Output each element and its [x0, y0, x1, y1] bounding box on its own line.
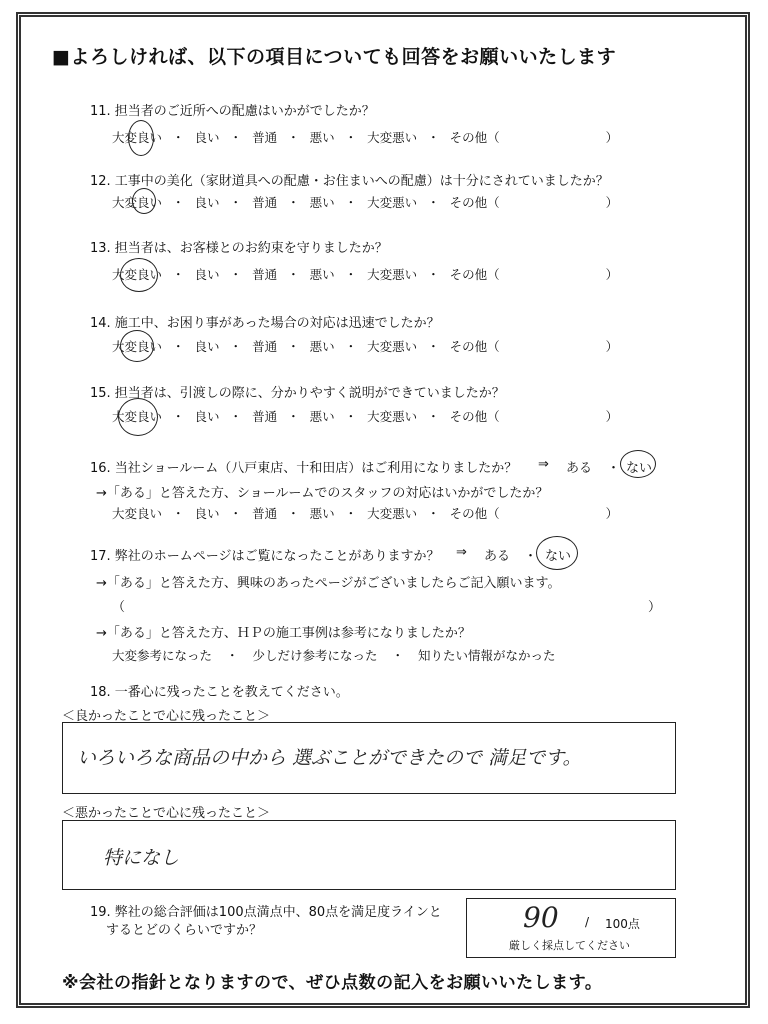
- q16-followup: →「ある」と答えた方、ショールームでのスタッフの対応はいかがでしたか？: [96, 486, 549, 501]
- q15-opt-average[interactable]: 普通: [252, 409, 278, 424]
- q11-opt-very-bad[interactable]: 大変悪い: [367, 130, 418, 145]
- q14-sep-4: ・: [344, 339, 358, 354]
- q16-arrow: ⇒: [538, 457, 549, 472]
- q17-followup-2: →「ある」と答えた方、ＨＰの施工事例は参考になりましたか？: [96, 626, 471, 641]
- q14-opt-average[interactable]: 普通: [252, 339, 278, 354]
- q19-score-value: 90: [523, 901, 559, 934]
- q14-opt-very-good[interactable]: 大変良い: [112, 339, 163, 354]
- q15-sep-4: ・: [344, 409, 358, 424]
- q18-good-answer-box[interactable]: [62, 722, 676, 794]
- q18-bad-answer-box[interactable]: [62, 820, 676, 890]
- q13-sep-1: ・: [172, 267, 185, 282]
- q15-sep-3: ・: [287, 409, 300, 424]
- footer-note: ※会社の指針となりますので、ぜひ点数の記入をお願いいたします。: [62, 973, 603, 993]
- q12-opt-very-good[interactable]: 大変良い: [112, 195, 163, 210]
- q11-opt-bad[interactable]: 悪い: [309, 130, 335, 145]
- q12-opt-bad[interactable]: 悪い: [309, 195, 335, 210]
- q17-paren-close: ）: [648, 600, 662, 615]
- question-11: 11. 担当者のご近所への配慮はいかがでしたか？: [90, 104, 375, 119]
- q17-opt-very-helpful[interactable]: 大変参考になった: [112, 648, 213, 663]
- q17-followup-options[interactable]: [112, 646, 566, 664]
- q11-answer-circle: [128, 120, 154, 156]
- q15-options[interactable]: [112, 407, 628, 425]
- q14-sep-1: ・: [172, 339, 185, 354]
- q12-sep-2: ・: [229, 195, 243, 210]
- q13-opt-very-bad[interactable]: 大変悪い: [367, 267, 418, 282]
- q13-opt-other-open[interactable]: その他（: [449, 267, 500, 282]
- q17-answer-circle: [536, 536, 578, 570]
- q13-sep-4: ・: [344, 267, 358, 282]
- q14-opt-other-close: ）: [605, 339, 619, 354]
- q19-slash: /: [585, 915, 590, 929]
- q15-answer-circle: [118, 398, 158, 436]
- q14-options[interactable]: [112, 337, 628, 355]
- q12-options[interactable]: [112, 193, 628, 211]
- q14-opt-good[interactable]: 良い: [194, 339, 220, 354]
- q11-opt-other-open[interactable]: その他（: [449, 130, 500, 145]
- q14-answer-circle: [120, 330, 154, 362]
- q16-followup-options[interactable]: [112, 504, 628, 522]
- q15-opt-very-bad[interactable]: 大変悪い: [367, 409, 418, 424]
- question-17: 17. 弊社のホームページはご覧になったことがありますか？: [90, 549, 440, 564]
- q14-sep-2: ・: [229, 339, 243, 354]
- q13-answer-circle: [120, 258, 158, 292]
- q16-followup-sep-4: ・: [344, 506, 358, 521]
- question-18: 18. 一番心に残ったことを教えてください。: [90, 685, 349, 700]
- q13-sep-5: ・: [427, 267, 440, 282]
- q13-opt-average[interactable]: 普通: [252, 267, 278, 282]
- q12-answer-circle: [132, 188, 156, 214]
- q11-sep-4: ・: [344, 130, 358, 145]
- q11-options[interactable]: [112, 128, 628, 146]
- q16-followup-opt-other-open[interactable]: その他（: [449, 506, 500, 521]
- q14-opt-very-bad[interactable]: 大変悪い: [367, 339, 418, 354]
- q11-opt-other-close: ）: [605, 130, 619, 145]
- q16-answer-circle: [620, 450, 656, 478]
- question-19-line-2: するとどのくらいですか？: [106, 923, 263, 938]
- q17-sep-2: ・: [391, 648, 405, 663]
- q19-max-score: 100点: [605, 917, 640, 931]
- question-13: 13. 担当者は、お客様とのお約束を守りましたか？: [90, 241, 388, 256]
- q11-opt-average[interactable]: 普通: [252, 130, 278, 145]
- q12-opt-average[interactable]: 普通: [252, 195, 278, 210]
- q13-sep-2: ・: [229, 267, 243, 282]
- q13-opt-good[interactable]: 良い: [194, 267, 220, 282]
- question-12: 12. 工事中の美化（家財道具への配慮・お住まいへの配慮）は十分にされていましたか？: [90, 174, 609, 189]
- q18-bad-label: ＜悪かったことで心に残ったこと＞: [62, 806, 271, 821]
- q16-followup-sep-2: ・: [229, 506, 243, 521]
- q16-followup-opt-good[interactable]: 良い: [194, 506, 220, 521]
- q16-yes-option[interactable]: ある: [566, 461, 593, 476]
- q15-opt-bad[interactable]: 悪い: [309, 409, 335, 424]
- question-14: 14. 施工中、お困り事があった場合の対応は迅速でしたか？: [90, 316, 440, 331]
- q13-options[interactable]: [112, 265, 628, 283]
- q11-sep-2: ・: [229, 130, 243, 145]
- q16-no-option[interactable]: ない: [626, 461, 653, 476]
- q16-followup-sep-1: ・: [172, 506, 185, 521]
- q19-score-box[interactable]: [466, 898, 676, 958]
- q11-opt-good[interactable]: 良い: [194, 130, 220, 145]
- q12-opt-good[interactable]: 良い: [194, 195, 220, 210]
- q18-good-answer-text: いろいろな商品の中から 選ぶことができたので 満足です。: [77, 747, 582, 769]
- page-title: ■よろしければ、以下の項目についても回答をお願いいたします: [52, 46, 617, 68]
- q14-opt-bad[interactable]: 悪い: [309, 339, 335, 354]
- q16-followup-opt-bad[interactable]: 悪い: [309, 506, 335, 521]
- q16-followup-opt-very-good[interactable]: 大変良い: [112, 506, 163, 521]
- q14-opt-other-open[interactable]: その他（: [449, 339, 500, 354]
- q14-sep-5: ・: [427, 339, 440, 354]
- q17-opt-slightly-helpful[interactable]: 少しだけ参考になった: [252, 648, 378, 663]
- question-19-line-1: 19. 弊社の総合評価は100点満点中、80点を満足度ラインと: [90, 905, 442, 920]
- q15-opt-other-close: ）: [605, 409, 619, 424]
- q17-arrow: ⇒: [456, 545, 467, 560]
- q16-separator: ・: [607, 461, 621, 476]
- q12-sep-3: ・: [287, 195, 300, 210]
- q12-sep-1: ・: [172, 195, 185, 210]
- q13-opt-other-close: ）: [605, 267, 619, 282]
- question-15: 15. 担当者は、引渡しの際に、分かりやすく説明ができていましたか？: [90, 386, 505, 401]
- q15-opt-very-good[interactable]: 大変良い: [112, 409, 163, 424]
- q15-sep-2: ・: [229, 409, 243, 424]
- q17-yes-option[interactable]: ある: [484, 549, 511, 564]
- q17-opt-no-info[interactable]: 知りたい情報がなかった: [418, 648, 556, 663]
- q15-opt-other-open[interactable]: その他（: [449, 409, 500, 424]
- q16-followup-opt-other-close: ）: [605, 506, 619, 521]
- q15-sep-1: ・: [172, 409, 185, 424]
- q11-opt-very-good[interactable]: 大変良い: [112, 130, 163, 145]
- q16-followup-opt-average[interactable]: 普通: [252, 506, 278, 521]
- q13-opt-bad[interactable]: 悪い: [309, 267, 335, 282]
- q11-sep-3: ・: [287, 130, 300, 145]
- q16-followup-opt-very-bad[interactable]: 大変悪い: [367, 506, 418, 521]
- q12-sep-5: ・: [427, 195, 440, 210]
- q17-followup-1: →「ある」と答えた方、興味のあったページがございましたらご記入願います。: [96, 576, 561, 591]
- q16-followup-sep-3: ・: [287, 506, 300, 521]
- q15-sep-5: ・: [427, 409, 440, 424]
- question-16: 16. 当社ショールーム（八戸東店、十和田店）はご利用になりましたか？: [90, 461, 518, 476]
- q13-sep-3: ・: [287, 267, 300, 282]
- q18-bad-answer-text: 特になし: [103, 847, 180, 869]
- q14-sep-3: ・: [287, 339, 300, 354]
- q12-opt-very-bad[interactable]: 大変悪い: [367, 195, 418, 210]
- q17-sep-1: ・: [226, 648, 239, 663]
- q19-note: 厳しく採点してください: [509, 939, 630, 952]
- q12-sep-4: ・: [344, 195, 358, 210]
- q17-separator: ・: [524, 549, 538, 564]
- q12-opt-other-open[interactable]: その他（: [449, 195, 500, 210]
- q11-sep-1: ・: [172, 130, 185, 145]
- q13-opt-very-good[interactable]: 大変良い: [112, 267, 163, 282]
- q11-sep-5: ・: [427, 130, 440, 145]
- q17-no-option[interactable]: ない: [545, 549, 572, 564]
- q12-opt-other-close: ）: [605, 195, 619, 210]
- q15-opt-good[interactable]: 良い: [194, 409, 220, 424]
- q18-good-label: ＜良かったことで心に残ったこと＞: [62, 709, 271, 724]
- q17-paren-open: （: [112, 600, 126, 615]
- q16-followup-sep-5: ・: [427, 506, 440, 521]
